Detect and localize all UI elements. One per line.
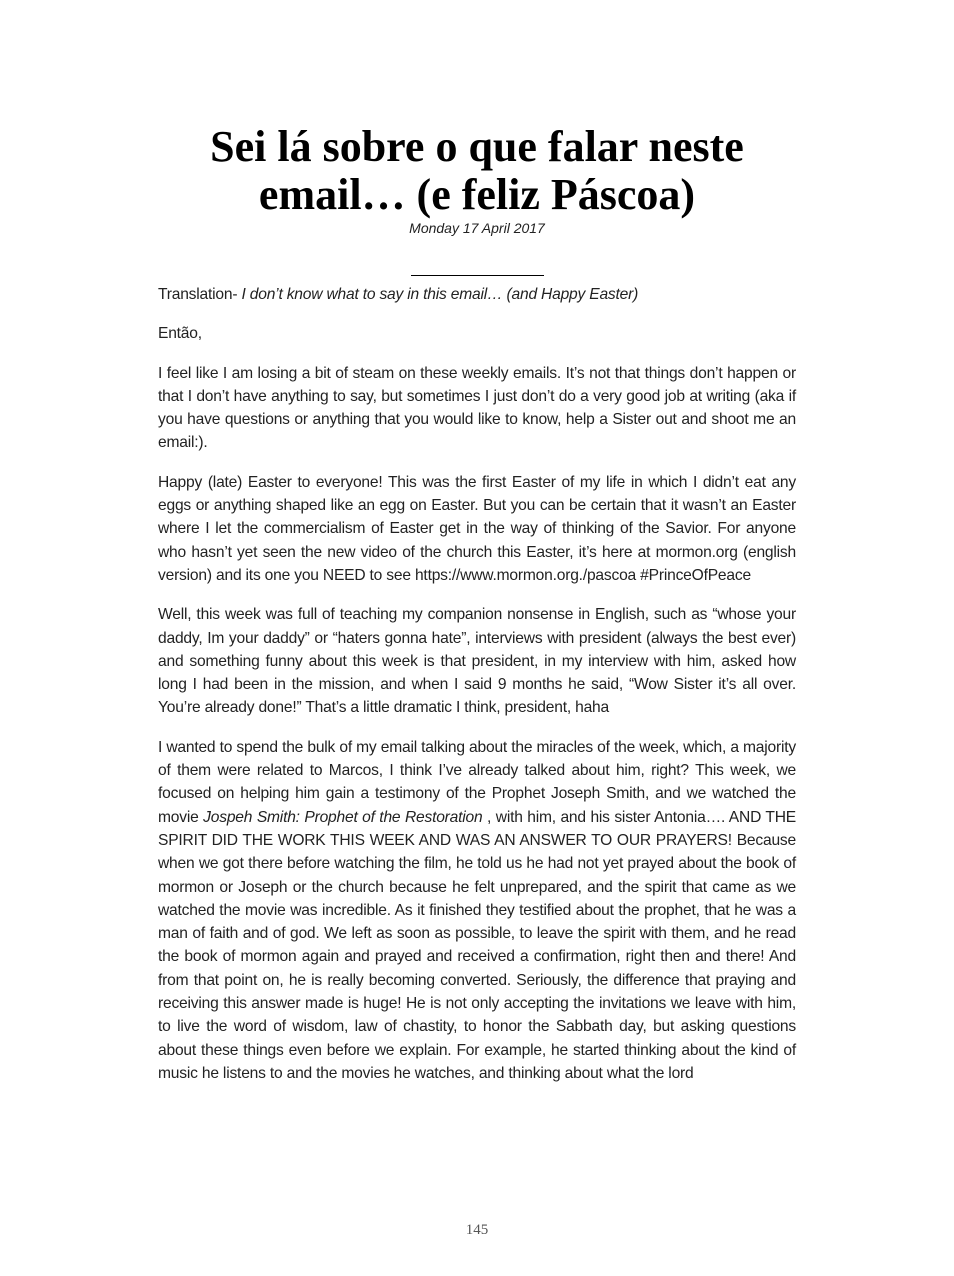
page-title: [150, 123, 804, 219]
title-line-1: Sei lá sobre o que falar neste: [210, 122, 744, 171]
translation-label: Translation-: [158, 286, 242, 303]
movie-title: Jospeh Smith: Prophet of the Restoration: [203, 808, 483, 826]
post-date: Monday 17 April 2017: [409, 220, 545, 236]
article-body: [158, 283, 796, 1101]
translation-text: I don’t know what to say in this email… (and Happy Easter): [241, 286, 639, 303]
title-line-2: email… (e feliz Páscoa): [258, 170, 696, 219]
paragraph-4-part-b: , with him, and his sister Antonia…. AND THE SPIRIT DID THE WORK THIS WEEK AND WAS AN ANSWER TO OUR PRAYERS! Because when we got there before watching the film, he told us he had not yet prayed about the book of mormon or Joseph or the church because he felt unprepared, and the spirit that came as we watched the movie was incredible. As it finished they testified about the prophet, that he was a man of faith and of god. We left as soon as possible, to leave the spirit with them, and he read the book of mormon again and prayed and received a confirmation, right then and there! And from that point on, he is really becoming converted. Seriously, the difference that praying and receiving this answer made is huge! He is not only accepting the invitations we leave with him, to live the word of wisdom, law of chastity, to honor the Sabbath day, but asking questions about these things even before we explain. For example, he started thinking about the kind of music he listens to and the movies he watches, and thinking about what the lord: [158, 808, 796, 1082]
page-number: 145: [465, 1222, 489, 1238]
paragraph-4: [158, 736, 796, 1085]
paragraph-1: I feel like I am losing a bit of steam on these weekly emails. It’s not that things don’t happen or that I don’t have anything to say, but sometimes I just don’t do a very good job at writing (aka if you have questions or anything that you would like to know, help a Sister out and shoot me an email:).: [158, 364, 796, 452]
paragraph-2: Happy (late) Easter to everyone! This was the first Easter of my life in which I didn’t eat any eggs or anything shaped like an egg on Easter. But you can be certain that it wasn’t an Easter where I let the commercialism of Easter get in the way of thinking of the Savior. For anyone who hasn’t yet seen the new video of the church this Easter, it’s here at mormon.org (english version) and its one you NEED to see https://www.mormon.org./pascoa #PrinceOfPeace: [158, 473, 796, 584]
paragraph-4-part-a: I wanted to spend the bulk of my email talking about the miracles of the week, which, a majority of them were related to Marcos, I think I’ve already talked about him, right? This week, we focused on helping him gain a testimony of the Prophet Joseph Smith, and we watched the movie: [158, 738, 796, 826]
translation-line: [158, 283, 796, 306]
paragraph-3: Well, this week was full of teaching my companion nonsense in English, such as “whose your daddy, Im your daddy” or “haters gonna hate”, interviews with president (always the best ever) and something funny about this week is that president, in my interview with him, asked how long I had been in the mission, and when I said 9 months he said, “Wow Sister it’s all over. You’re already done!” That’s a little dramatic I think, president, haha: [158, 606, 796, 717]
title-divider: [411, 275, 544, 276]
greeting: Então,: [158, 325, 202, 343]
